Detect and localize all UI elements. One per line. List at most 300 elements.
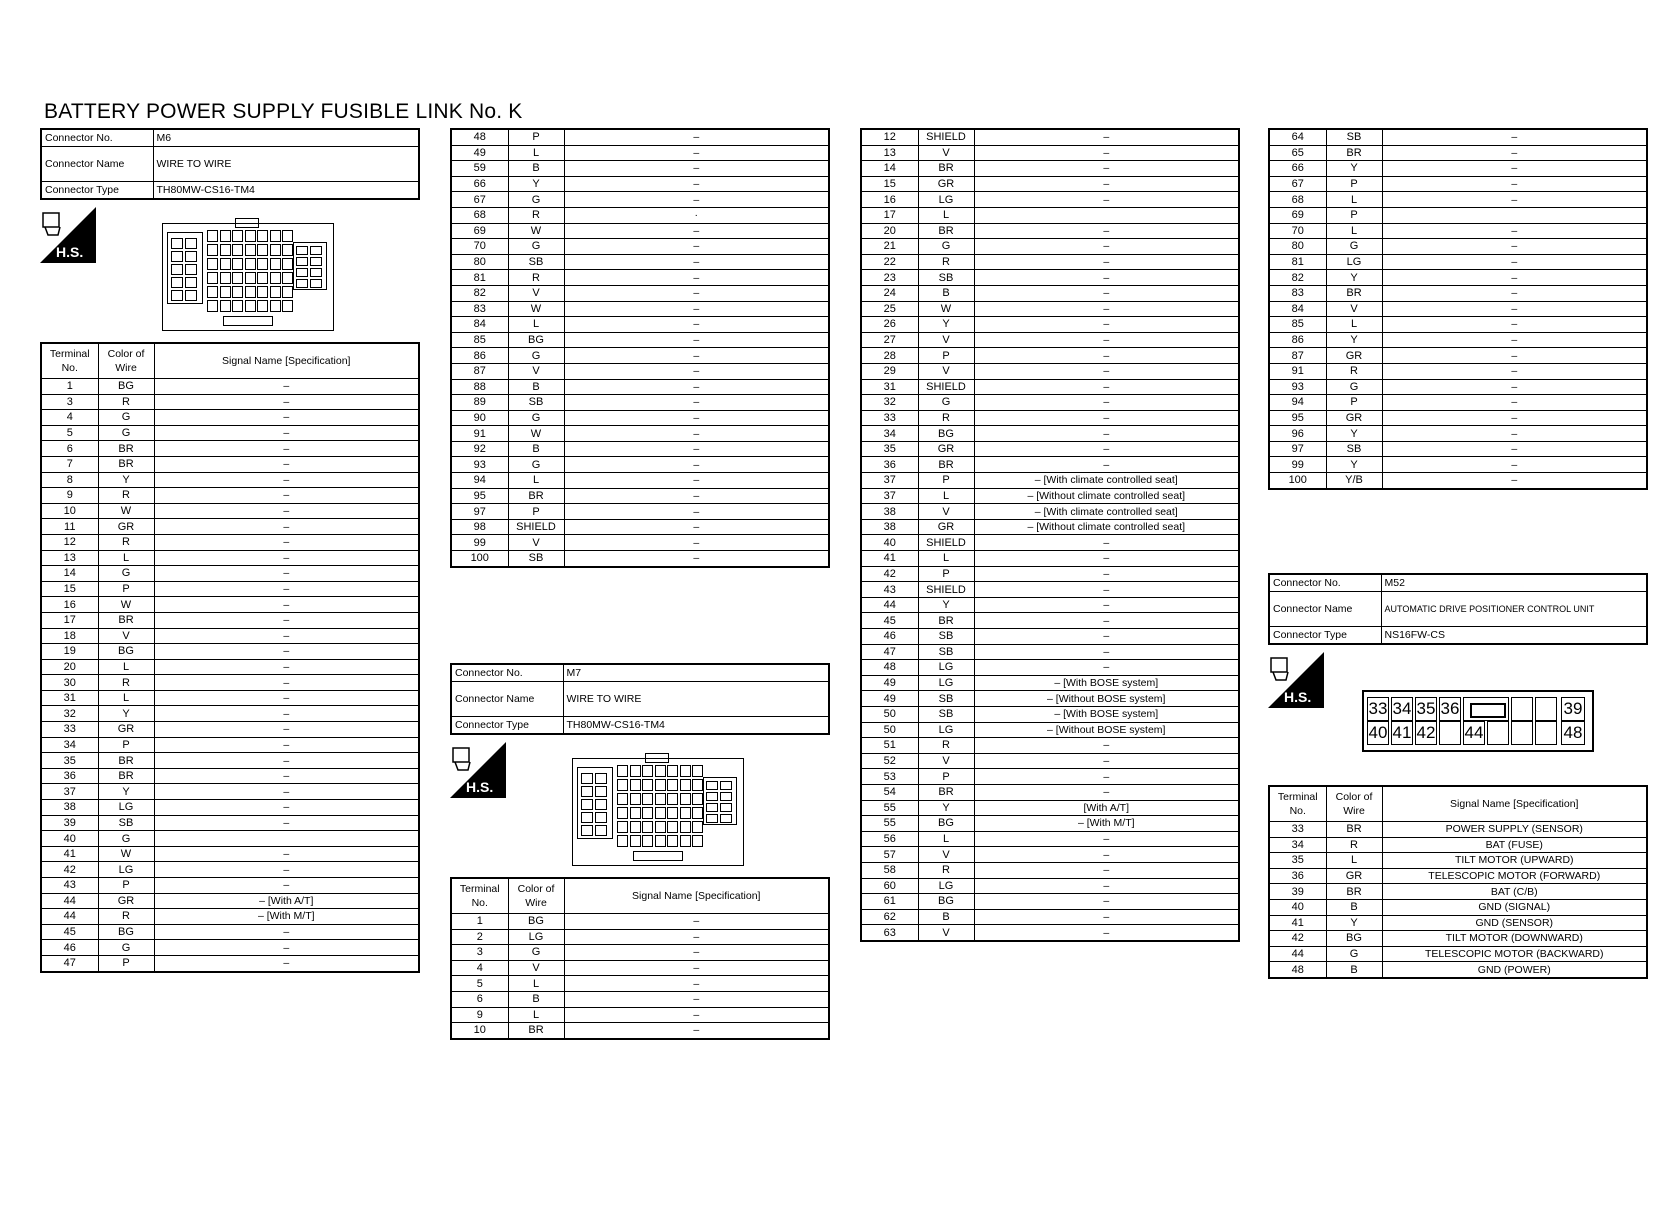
connector-pin <box>667 779 678 791</box>
table-row <box>861 285 1239 301</box>
signal-name-cell: – <box>1382 441 1647 457</box>
wire-color-cell: G <box>98 410 154 426</box>
terminal-cell: 19 <box>41 644 98 660</box>
terminal-cell: 81 <box>451 270 508 286</box>
terminal-cell: 93 <box>1269 379 1326 395</box>
value-connector-no: M6 <box>153 129 419 147</box>
value-connector-type: NS16FW-CS <box>1381 627 1647 645</box>
terminal-cell: 35 <box>861 441 918 457</box>
signal-name-cell: – <box>564 488 829 504</box>
wire-color-cell: R <box>918 254 974 270</box>
signal-name-cell: – <box>1382 301 1647 317</box>
terminal-cell: 8 <box>41 472 98 488</box>
terminal-cell: 100 <box>451 551 508 567</box>
terminal-cell: 5 <box>41 425 98 441</box>
wire-color-cell: Y <box>1326 915 1382 931</box>
page-title: BATTERY POWER SUPPLY FUSIBLE LINK No. K <box>44 100 523 123</box>
table-row <box>41 831 419 847</box>
connector-pin <box>270 258 281 270</box>
wire-color-cell: SB <box>508 395 564 411</box>
signal-name-cell: – <box>1382 223 1647 239</box>
wire-color-cell: SHIELD <box>508 519 564 535</box>
table-row <box>41 909 419 925</box>
terminal-cell: 67 <box>1269 176 1326 192</box>
table-row <box>451 129 829 145</box>
wire-color-cell: P <box>918 348 974 364</box>
connector-pin <box>282 258 293 270</box>
terminal-cell: 36 <box>41 768 98 784</box>
connector-pin <box>617 807 628 819</box>
connector-pin <box>720 781 732 790</box>
signal-name-cell: – <box>564 1023 829 1039</box>
table-row <box>41 503 419 519</box>
connector-pin <box>232 300 243 312</box>
connector-pin <box>706 792 718 801</box>
column-1 <box>40 128 418 200</box>
wire-color-cell: SHIELD <box>918 129 974 145</box>
connector-pin <box>630 793 641 805</box>
terminal-cell: 65 <box>1269 145 1326 161</box>
signal-name-cell: – <box>564 1007 829 1023</box>
hs-label: H.S. <box>466 779 494 795</box>
connector-pin <box>296 268 308 277</box>
signal-name-cell: – <box>154 550 419 566</box>
terminal-cell: 44 <box>1269 946 1326 962</box>
signal-name-cell: – <box>974 878 1239 894</box>
wire-color-cell: V <box>918 363 974 379</box>
wire-color-cell: P <box>1326 207 1382 223</box>
signal-name-cell: GND (SIGNAL) <box>1382 899 1647 915</box>
signal-name-cell: – <box>974 441 1239 457</box>
table-row <box>861 176 1239 192</box>
table-row <box>861 395 1239 411</box>
terminal-cell: 34 <box>41 737 98 753</box>
signal-name-cell: – <box>974 738 1239 754</box>
signal-name-cell: – <box>974 348 1239 364</box>
terminal-cell: 22 <box>861 254 918 270</box>
wire-color-cell: Y <box>918 597 974 613</box>
connector-pin <box>232 286 243 298</box>
connector-latch <box>235 218 259 228</box>
connector-pin <box>310 246 322 255</box>
wire-color-cell: BR <box>918 613 974 629</box>
connector-bottom-key <box>633 851 683 861</box>
table-row <box>861 426 1239 442</box>
table-row <box>1269 899 1647 915</box>
terminal-cell: 30 <box>41 675 98 691</box>
wire-color-cell: L <box>918 488 974 504</box>
table-row <box>861 675 1239 691</box>
signal-name-cell: – <box>1382 270 1647 286</box>
connector-pin <box>270 286 281 298</box>
signal-name-cell: – <box>974 254 1239 270</box>
table-row <box>861 379 1239 395</box>
terminal-cell: 67 <box>451 192 508 208</box>
connector-pin <box>171 264 183 275</box>
table-row <box>451 535 829 551</box>
connector-diagram-m7 <box>572 758 744 866</box>
terminal-table-m7-part1 <box>450 877 830 1040</box>
signal-name-cell: – <box>154 472 419 488</box>
signal-name-cell: – <box>564 285 829 301</box>
terminal-cell: 68 <box>451 207 508 223</box>
wire-color-cell: G <box>508 945 564 961</box>
wire-color-cell: BR <box>508 1023 564 1039</box>
terminal-cell: 47 <box>41 955 98 971</box>
signal-name-cell: – <box>974 597 1239 613</box>
table-row <box>451 945 829 961</box>
terminal-cell: 41 <box>1269 915 1326 931</box>
wire-color-cell: BR <box>1326 822 1382 838</box>
wire-color-cell: LG <box>918 675 974 691</box>
terminal-cell: 36 <box>1269 868 1326 884</box>
terminal-cell: 70 <box>1269 223 1326 239</box>
signal-name-cell: – <box>974 769 1239 785</box>
terminal-cell: 38 <box>861 519 918 535</box>
connector-pin <box>282 244 293 256</box>
connector-pin <box>220 300 231 312</box>
terminal-cell: 32 <box>861 395 918 411</box>
table-row <box>1269 837 1647 853</box>
table-row <box>41 659 419 675</box>
wire-color-cell: SB <box>508 254 564 270</box>
terminal-cell: 68 <box>1269 192 1326 208</box>
terminal-cell: 43 <box>861 582 918 598</box>
table-row <box>1269 223 1647 239</box>
table-row <box>861 925 1239 941</box>
table-row <box>451 301 829 317</box>
terminal-cell: 95 <box>1269 410 1326 426</box>
terminal-cell: 14 <box>861 161 918 177</box>
table-row <box>41 924 419 940</box>
terminal-cell: 45 <box>861 613 918 629</box>
connector-pin <box>667 821 678 833</box>
connector-pin <box>171 290 183 301</box>
wire-color-cell: W <box>98 597 154 613</box>
terminal-table-m52 <box>1268 785 1648 979</box>
terminal-cell: 97 <box>1269 441 1326 457</box>
wire-color-cell: SB <box>98 815 154 831</box>
terminal-cell: 15 <box>41 581 98 597</box>
table-row <box>861 301 1239 317</box>
table-row <box>451 285 829 301</box>
table-row <box>41 472 419 488</box>
connector-pin <box>642 821 653 833</box>
signal-name-cell: – <box>564 145 829 161</box>
table-row <box>861 597 1239 613</box>
wire-color-cell: GR <box>98 722 154 738</box>
connector-pin <box>207 300 218 312</box>
signal-name-cell: – <box>1382 161 1647 177</box>
table-row <box>451 161 829 177</box>
wire-color-cell: R <box>918 410 974 426</box>
connector-pin <box>617 793 628 805</box>
terminal-cell: 16 <box>861 192 918 208</box>
signal-name-cell: – <box>974 629 1239 645</box>
signal-name-cell: – <box>154 878 419 894</box>
signal-name-cell: – <box>564 332 829 348</box>
table-row <box>41 675 419 691</box>
label-connector-name: Connector Name <box>41 147 153 182</box>
wire-color-cell: L <box>98 690 154 706</box>
signal-name-cell: – <box>564 441 829 457</box>
wire-color-cell: BG <box>508 914 564 930</box>
terminal-cell: 13 <box>861 145 918 161</box>
terminal-cell: 10 <box>451 1023 508 1039</box>
table-row <box>41 737 419 753</box>
signal-name-cell: – <box>154 800 419 816</box>
signal-name-cell: – <box>564 519 829 535</box>
terminal-cell: 83 <box>1269 285 1326 301</box>
wire-color-cell: V <box>918 332 974 348</box>
connector-pin <box>667 835 678 847</box>
terminal-cell: 99 <box>451 535 508 551</box>
table-row <box>1269 270 1647 286</box>
terminal-cell: 35 <box>41 753 98 769</box>
wire-color-cell: V <box>98 628 154 644</box>
signal-name-cell: [With A/T] <box>974 800 1239 816</box>
signal-name-cell: – <box>974 270 1239 286</box>
wire-color-cell: V <box>508 363 564 379</box>
signal-name-cell: – <box>564 129 829 145</box>
table-row <box>451 348 829 364</box>
connector-pin <box>245 230 256 242</box>
terminal-table-m7-part2 <box>860 128 1240 942</box>
signal-name-cell: – <box>154 815 419 831</box>
terminal-cell: 20 <box>861 223 918 239</box>
wire-color-cell: L <box>1326 853 1382 869</box>
wire-color-cell: L <box>98 550 154 566</box>
signal-name-cell: – [Without BOSE system] <box>974 691 1239 707</box>
signal-name-cell: – <box>974 176 1239 192</box>
wire-color-cell: G <box>508 239 564 255</box>
wire-color-cell: GR <box>918 176 974 192</box>
connector-pin <box>232 272 243 284</box>
wire-color-cell: BR <box>98 768 154 784</box>
wire-color-cell: P <box>918 566 974 582</box>
terminal-cell: 90 <box>451 410 508 426</box>
connector-diagram-m52 <box>1362 690 1594 752</box>
signal-name-cell: – [Without climate controlled seat] <box>974 519 1239 535</box>
terminal-cell: 55 <box>861 816 918 832</box>
wire-color-cell: BR <box>1326 285 1382 301</box>
signal-name-cell: – <box>154 659 419 675</box>
signal-name-cell: – <box>564 239 829 255</box>
terminal-cell: 84 <box>451 317 508 333</box>
wire-color-cell: B <box>1326 899 1382 915</box>
table-row <box>1269 868 1647 884</box>
terminal-cell: 34 <box>861 426 918 442</box>
connector-pin <box>207 258 218 270</box>
terminal-cell: 48 <box>861 660 918 676</box>
table-row <box>1269 946 1647 962</box>
wire-color-cell: W <box>98 503 154 519</box>
table-row <box>861 738 1239 754</box>
wire-color-cell: L <box>1326 192 1382 208</box>
terminal-cell: 18 <box>41 628 98 644</box>
terminal-cell: 4 <box>41 410 98 426</box>
table-row <box>1269 301 1647 317</box>
connector-pin <box>642 835 653 847</box>
terminal-cell: 48 <box>1269 962 1326 978</box>
connector-pin <box>220 258 231 270</box>
terminal-cell: 87 <box>451 363 508 379</box>
table-row <box>451 363 829 379</box>
signal-name-cell: – [With climate controlled seat] <box>974 504 1239 520</box>
terminal-cell: 33 <box>861 410 918 426</box>
terminal-cell: 40 <box>1269 899 1326 915</box>
terminal-cell: 14 <box>41 566 98 582</box>
connector-bottom-key <box>223 316 273 326</box>
m52-empty <box>1535 721 1557 745</box>
wire-color-cell: G <box>98 425 154 441</box>
table-row <box>41 768 419 784</box>
signal-name-cell: – <box>974 457 1239 473</box>
wire-color-cell: L <box>918 831 974 847</box>
terminal-cell: 91 <box>451 426 508 442</box>
wire-color-cell: BR <box>98 441 154 457</box>
terminal-cell: 6 <box>41 441 98 457</box>
terminal-cell: 1 <box>41 379 98 395</box>
signal-name-cell: – <box>154 768 419 784</box>
table-row <box>1269 129 1647 145</box>
terminal-cell: 91 <box>1269 363 1326 379</box>
connector-pin <box>220 272 231 284</box>
connector-pin <box>245 300 256 312</box>
wire-color-cell: L <box>1326 317 1382 333</box>
connector-pin <box>270 244 281 256</box>
terminal-cell: 33 <box>41 722 98 738</box>
connector-pin <box>257 244 268 256</box>
table-row <box>451 519 829 535</box>
wire-color-cell: Y/B <box>1326 473 1382 489</box>
table-row <box>451 551 829 567</box>
signal-name-cell: – [With A/T] <box>154 893 419 909</box>
connector-pin <box>171 277 183 288</box>
terminal-cell: 86 <box>451 348 508 364</box>
table-row <box>861 239 1239 255</box>
terminal-cell: 52 <box>861 753 918 769</box>
table-row <box>861 254 1239 270</box>
table-row <box>861 847 1239 863</box>
wire-color-cell: LG <box>918 878 974 894</box>
terminal-cell: 86 <box>1269 332 1326 348</box>
wire-color-cell: R <box>98 675 154 691</box>
connector-pin <box>595 825 607 836</box>
signal-name-cell: – <box>1382 285 1647 301</box>
table-row <box>451 379 829 395</box>
terminal-cell: 17 <box>861 207 918 223</box>
terminal-cell: 45 <box>41 924 98 940</box>
connector-pin <box>655 793 666 805</box>
terminal-cell: 42 <box>41 862 98 878</box>
table-row <box>861 613 1239 629</box>
terminal-cell: 70 <box>451 239 508 255</box>
terminal-cell: 32 <box>41 706 98 722</box>
connector-pin <box>630 765 641 777</box>
connector-pin <box>720 803 732 812</box>
table-row <box>861 862 1239 878</box>
terminal-cell: 69 <box>1269 207 1326 223</box>
signal-name-cell: – <box>974 535 1239 551</box>
connector-pin <box>270 300 281 312</box>
table-row <box>451 395 829 411</box>
connector-pin <box>220 244 231 256</box>
signal-name-cell: – <box>974 301 1239 317</box>
wire-color-cell: BR <box>1326 145 1382 161</box>
connector-pin <box>581 799 593 810</box>
label-connector-type: Connector Type <box>1269 627 1381 645</box>
connector-info-m6 <box>40 128 420 200</box>
signal-name-cell: – <box>564 504 829 520</box>
signal-name-cell: – [With BOSE system] <box>974 706 1239 722</box>
value-connector-name: WIRE TO WIRE <box>153 147 419 182</box>
signal-name-cell: – <box>1382 410 1647 426</box>
connector-pin <box>220 286 231 298</box>
table-row <box>1269 363 1647 379</box>
terminal-cell: 43 <box>41 878 98 894</box>
connector-pin <box>296 257 308 266</box>
m52-empty <box>1535 697 1557 721</box>
wire-color-cell: LG <box>918 722 974 738</box>
signal-name-cell: – <box>154 737 419 753</box>
table-row <box>451 976 829 992</box>
m52-pin: 41 <box>1391 721 1413 745</box>
m52-latch <box>1463 697 1509 721</box>
wire-color-cell: BG <box>1326 931 1382 947</box>
header-color-of-wire: Color of Wire <box>508 878 564 914</box>
table-row <box>41 940 419 956</box>
connector-pin <box>692 821 703 833</box>
table-row <box>41 955 419 971</box>
wire-color-cell: GR <box>918 519 974 535</box>
wire-color-cell: BG <box>918 426 974 442</box>
terminal-cell: 81 <box>1269 254 1326 270</box>
terminal-cell: 40 <box>41 831 98 847</box>
wire-color-cell: P <box>1326 176 1382 192</box>
wire-color-cell: L <box>1326 223 1382 239</box>
signal-name-cell: – <box>1382 129 1647 145</box>
terminal-cell: 1 <box>451 914 508 930</box>
signal-name-cell: TILT MOTOR (DOWNWARD) <box>1382 931 1647 947</box>
connector-pin <box>630 821 641 833</box>
terminal-cell: 12 <box>41 534 98 550</box>
terminal-cell: 94 <box>1269 395 1326 411</box>
signal-name-cell: – <box>154 441 419 457</box>
wire-color-cell: P <box>98 737 154 753</box>
table-row <box>1269 457 1647 473</box>
signal-name-cell: – <box>154 753 419 769</box>
signal-name-cell: – <box>564 929 829 945</box>
connector-pin <box>630 779 641 791</box>
signal-name-cell: – <box>154 644 419 660</box>
table-row <box>861 129 1239 145</box>
wire-color-cell: G <box>918 239 974 255</box>
connector-pin <box>185 264 197 275</box>
terminal-cell: 99 <box>1269 457 1326 473</box>
wire-color-cell: G <box>98 831 154 847</box>
m52-pin: 44 <box>1463 721 1485 745</box>
table-row <box>41 581 419 597</box>
terminal-cell: 50 <box>861 722 918 738</box>
wire-color-cell: BG <box>508 332 564 348</box>
terminal-cell: 62 <box>861 909 918 925</box>
connector-pin <box>680 835 691 847</box>
table-row <box>861 441 1239 457</box>
connector-pin <box>245 272 256 284</box>
connector-pin <box>680 821 691 833</box>
wire-color-cell: P <box>918 473 974 489</box>
